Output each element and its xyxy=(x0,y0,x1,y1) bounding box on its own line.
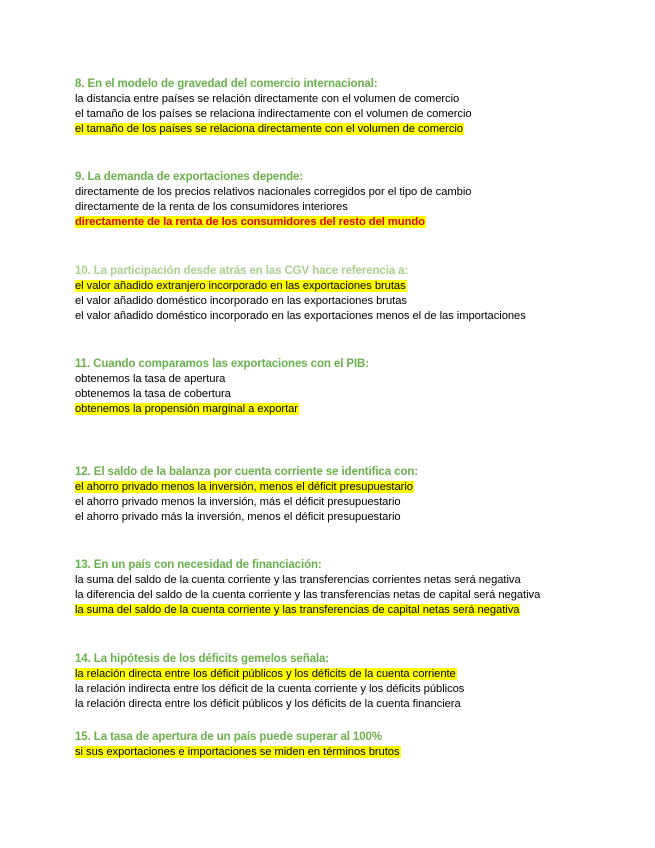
answer-option: obtenemos la tasa de cobertura xyxy=(75,388,231,401)
question-10 xyxy=(75,264,635,325)
answer-option-highlighted: si sus exportaciones e importaciones se miden en términos brutos xyxy=(75,746,400,758)
question-title: 9. La demanda de exportaciones depende: xyxy=(75,171,304,183)
question-title: 15. La tasa de apertura de un país puede superar al 100% xyxy=(75,731,382,743)
question-title: 10. La participación desde atrás en las CGV hace referencia a: xyxy=(75,265,409,277)
question-13 xyxy=(75,558,635,619)
question-14 xyxy=(75,652,635,713)
question-title: 11. Cuando comparamos las exportaciones con el PIB: xyxy=(75,358,369,370)
question-15 xyxy=(75,730,635,760)
question-title: 8. En el modelo de gravedad del comercio internacional: xyxy=(75,78,378,90)
answer-option: la relación indirecta entre los déficit de la cuenta corriente y los déficits públicos xyxy=(75,683,465,696)
question-12 xyxy=(75,465,635,526)
question-title: 12. El saldo de la balanza por cuenta corriente se identifica con: xyxy=(75,466,418,478)
question-9 xyxy=(75,170,635,231)
question-8 xyxy=(75,77,635,138)
answer-option: el tamaño de los países se relaciona indirectamente con el volumen de comercio xyxy=(75,108,472,121)
question-title: 14. La hipótesis de los déficits gemelos señala: xyxy=(75,653,330,665)
answer-option: el ahorro privado menos la inversión, más el déficit presupuestario xyxy=(75,496,401,509)
answer-option-highlighted: el ahorro privado menos la inversión, menos el déficit presupuestario xyxy=(75,481,413,493)
answer-option-highlighted: el tamaño de los países se relaciona directamente con el volumen de comercio xyxy=(75,123,463,136)
answer-option: obtenemos la tasa de apertura xyxy=(75,373,226,385)
answer-option: el valor añadido doméstico incorporado en las exportaciones menos el de las importaciones xyxy=(75,310,526,323)
answer-option: el valor añadido doméstico incorporado en las exportaciones brutas xyxy=(75,295,407,308)
answer-option-highlighted: la suma del saldo de la cuenta corriente y las transferencias de capital netas será negativa xyxy=(75,604,520,617)
answer-option: la suma del saldo de la cuenta corriente y las transferencias corrientes netas será negativa xyxy=(75,574,521,586)
answer-option: la relación directa entre los déficit públicos y los déficits de la cuenta financiera xyxy=(75,698,461,711)
answer-option-highlighted: directamente de la renta de los consumidores del resto del mundo xyxy=(75,216,425,229)
question-title: 13. En un país con necesidad de financiación: xyxy=(75,559,322,571)
question-11 xyxy=(75,357,635,418)
answer-option: directamente de los precios relativos nacionales corregidos por el tipo de cambio xyxy=(75,186,472,198)
answer-option-highlighted: obtenemos la propensión marginal a exportar xyxy=(75,403,298,416)
answer-option-highlighted: la relación directa entre los déficit públicos y los déficits de la cuenta corriente xyxy=(75,668,456,680)
answer-option: la distancia entre países se relación directamente con el volumen de comercio xyxy=(75,93,460,105)
answer-option: la diferencia del saldo de la cuenta corriente y las transferencias netas de capital será negativa xyxy=(75,589,541,602)
answer-option: el ahorro privado más la inversión, menos el déficit presupuestario xyxy=(75,511,401,524)
answer-option-highlighted: el valor añadido extranjero incorporado en las exportaciones brutas xyxy=(75,280,406,292)
answer-option: directamente de la renta de los consumidores interiores xyxy=(75,201,348,214)
